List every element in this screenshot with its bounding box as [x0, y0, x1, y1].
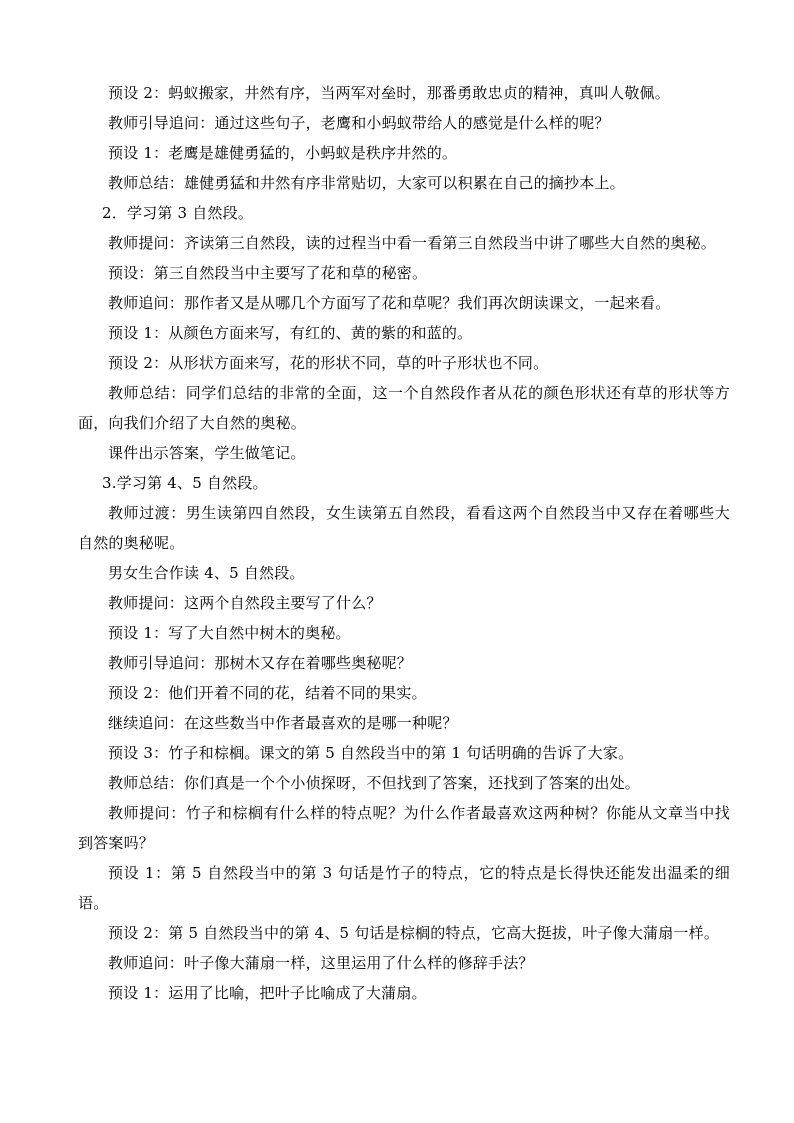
- paragraph: 预设 1：从颜色方面来写，有红的、黄的紫的和蓝的。: [108, 324, 473, 342]
- paragraph: 预设 2：从形状方面来写，花的形状不同，草的叶子形状也不同。: [108, 354, 549, 372]
- paragraph: 男女生合作读 4、5 自然段。: [108, 564, 305, 582]
- paragraph: 课件出示答案，学生做笔记。: [108, 444, 306, 462]
- paragraph: 预设：第三自然段当中主要写了花和草的秘密。: [108, 264, 428, 282]
- document-body: [78, 78, 730, 1008]
- paragraph: 预设 1：写了大自然中树木的奥秘。: [108, 624, 351, 642]
- paragraph: 预设 2：蚂蚁搬家，井然有序，当两军对垒时，那番勇敢忠贞的精神，真叫人敬佩。: [108, 84, 670, 102]
- paragraph: 预设 3：竹子和棕榈。课文的第 5 自然段当中的第 1 句话明确的告诉了大家。: [108, 744, 634, 762]
- paragraph: 教师提问：竹子和棕榈有什么样的特点呢？为什么作者最喜欢这两种树？你能从文章当中找到答案吗？: [78, 804, 730, 852]
- paragraph: 预设 2：第 5 自然段当中的第 4、5 句话是棕榈的特点，它高大挺拔，叶子像大蒲扇一样。: [108, 924, 720, 942]
- paragraph: 教师总结：同学们总结的非常的全面，这一个自然段作者从花的颜色形状还有草的形状等方面，向我们介绍了大自然的奥秘。: [78, 384, 730, 432]
- paragraph: 教师引导追问：通过这些句子，老鹰和小蚂蚁带给人的感觉是什么样的呢？: [108, 114, 610, 132]
- paragraph: 预设 2：他们开着不同的花，结着不同的果实。: [108, 684, 427, 702]
- paragraph: 教师总结：你们真是一个个小侦探呀，不但找到了答案，还找到了答案的出处。: [108, 774, 641, 792]
- paragraph: 教师总结：雄健勇猛和井然有序非常贴切，大家可以积累在自己的摘抄本上。: [108, 174, 625, 192]
- section-heading: 2．学习第 3 自然段。: [102, 204, 254, 222]
- paragraph: 教师追问：叶子像大蒲扇一样，这里运用了什么样的修辞手法？: [108, 954, 534, 972]
- paragraph: 教师提问：齐读第三自然段，读的过程当中看一看第三自然段当中讲了哪些大自然的奥秘。: [108, 234, 717, 252]
- paragraph: 预设 1：老鹰是雄健勇猛的，小蚂蚁是秩序井然的。: [108, 144, 458, 162]
- paragraph: 教师过渡：男生读第四自然段，女生读第五自然段，看看这两个自然段当中又存在着哪些大自然的奥秘呢。: [78, 504, 730, 552]
- paragraph: 继续追问：在这些数当中作者最喜欢的是哪一种呢？: [108, 714, 458, 732]
- paragraph: 预设 1：运用了比喻，把叶子比喻成了大蒲扇。: [108, 984, 427, 1002]
- paragraph: 预设 1：第 5 自然段当中的第 3 句话是竹子的特点，它的特点是长得快还能发出温柔的细语。: [78, 864, 730, 912]
- paragraph: 教师追问：那作者又是从哪几个方面写了花和草呢？我们再次朗读课文，一起来看。: [108, 294, 671, 312]
- paragraph: 教师提问：这两个自然段主要写了什么？: [108, 594, 382, 612]
- section-heading: 3.学习第 4、5 自然段。: [102, 474, 268, 492]
- paragraph: 教师引导追问：那树木又存在着哪些奥秘呢？: [108, 654, 413, 672]
